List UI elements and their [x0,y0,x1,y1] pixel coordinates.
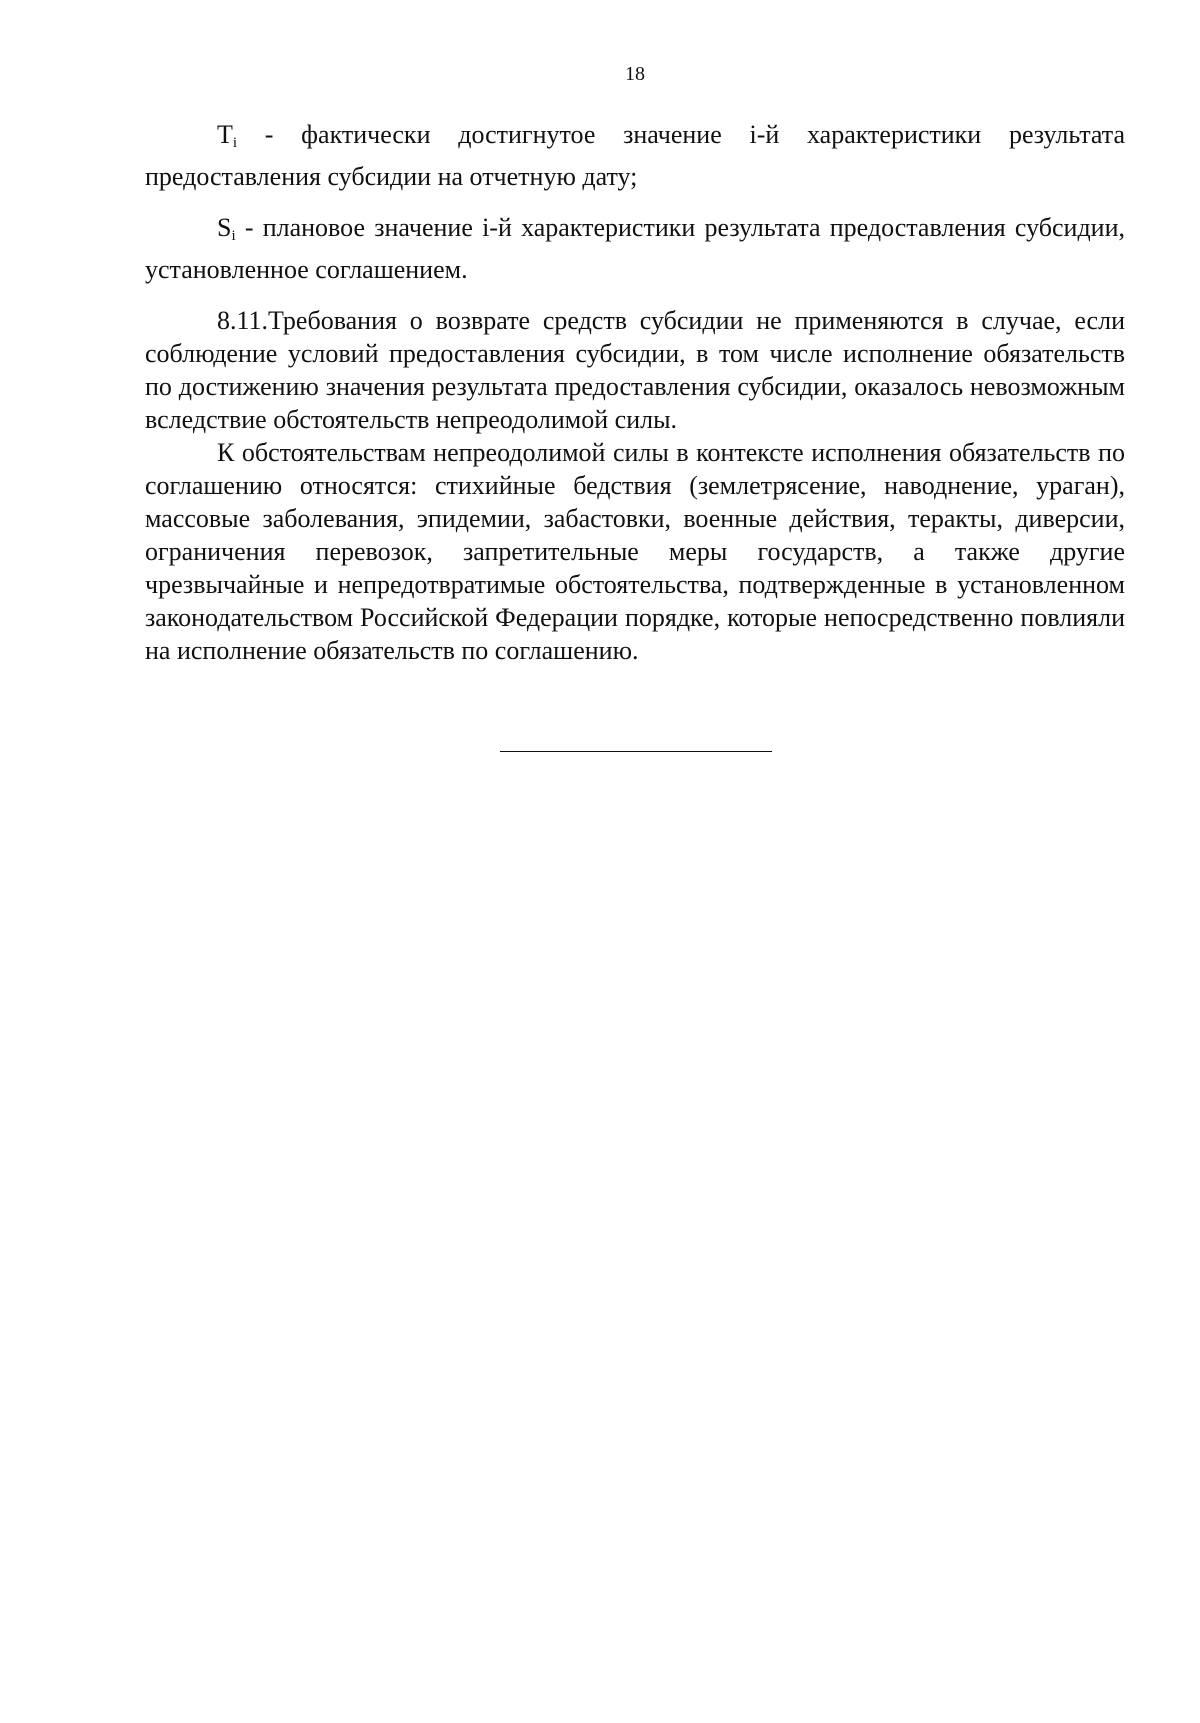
definition-symbol: T [217,120,233,149]
definition-subscript: i [231,228,236,244]
definition-symbol: S [217,213,232,242]
definition-si [145,211,1125,286]
definition-text: - плановое значение i-й характеристики результата предоставления субсидии, установленное соглашением. [145,213,1125,284]
definition-ti [145,118,1125,193]
end-of-text-divider [500,751,772,752]
document-body [145,118,1125,667]
clause-8-11: 8.11.Требования о возврате средств субсидии не применяются в случае, если соблюдение условий предоставления субсидии, в том числе исполнение обязательств по достижению значения результата предоставления субсидии, оказалось невозможным вследствие обстоятельств непреодолимой силы. [145,306,1125,434]
force-majeure-paragraph: К обстоятельствам непреодолимой силы в контексте исполнения обязательств по соглашению относятся: стихийные бедствия (землетрясение, наводнение, ураган), массовые заболевания, эпидемии, забастовки, военные действия, теракты, диверсии, ограничения перевозок, запретительные меры государств, а также другие чрезвычайные и непредотвратимые обстоятельства, подтвержденные в установленном законодательством Российской Федерации порядке, которые непосредственно повлияли на исполнение обязательств по соглашению. [145,438,1125,665]
definition-text: - фактически достигнутое значение i-й характеристики результата предоставления субсидии на отчетную дату; [145,120,1125,191]
page-number: 18 [625,63,645,85]
definition-subscript: i [232,135,238,151]
